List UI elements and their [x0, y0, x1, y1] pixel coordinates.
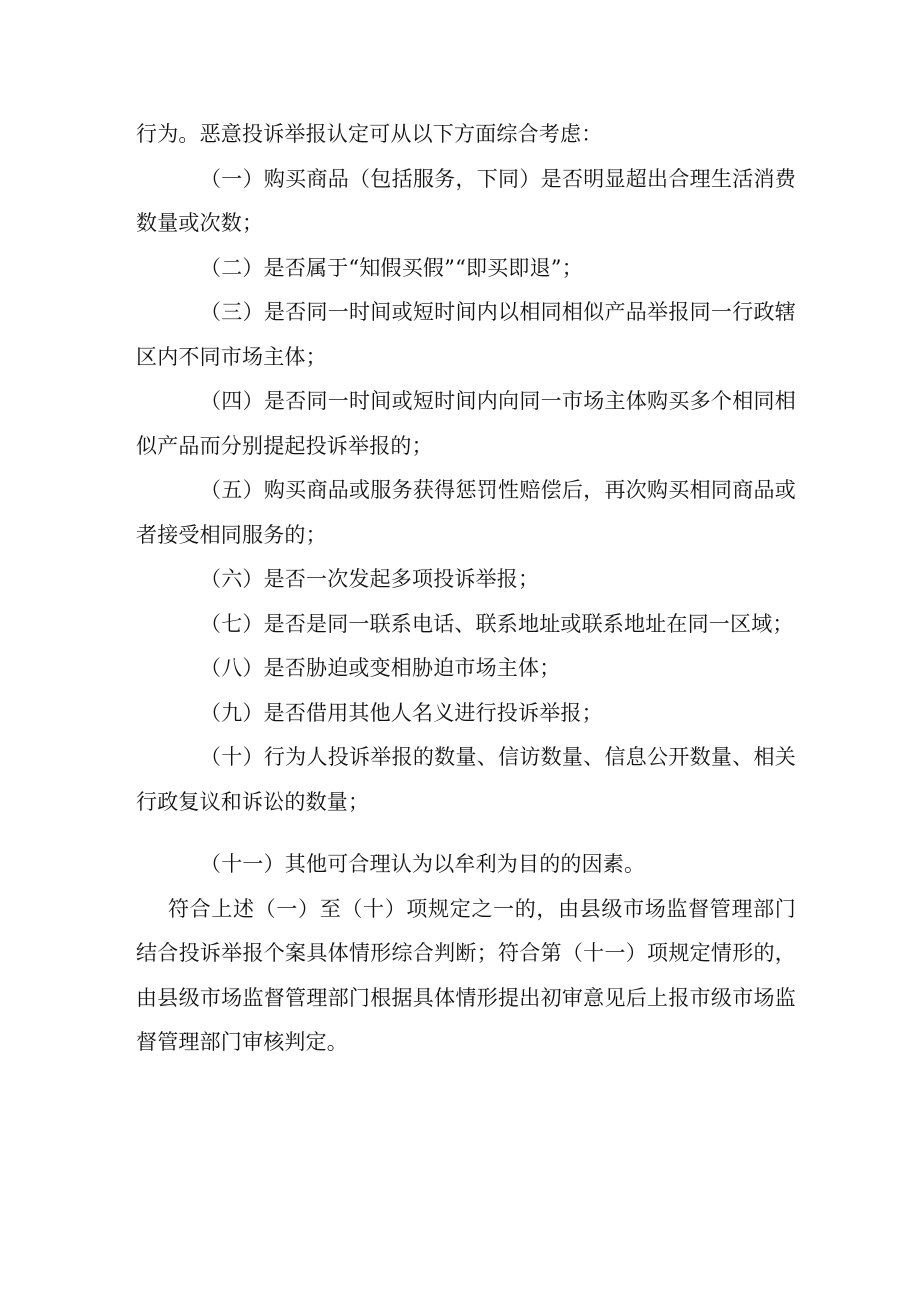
paragraph-item-5: （五）购买商品或服务获得惩罚性赔偿后，再次购买相同商品或者接受相同服务的； — [136, 478, 796, 547]
paragraph-item-6: （六）是否一次发起多项投诉举报； — [200, 567, 540, 591]
paragraph-item-10: （十）行为人投诉举报的数量、信访数量、信息公开数量、相关行政复议和诉讼的数量； — [136, 745, 796, 814]
paragraph-item-2: （二）是否属于“知假买假”“即买即退”； — [200, 255, 583, 280]
paragraph-item-8: （八）是否胁迫或变相胁迫市场主体； — [200, 656, 561, 680]
paragraph-item-9: （九）是否借用其他人名义进行投诉举报； — [200, 700, 603, 725]
paragraph-item-11: （十一）其他可合理认为以牟利为目的的因素。 — [200, 852, 646, 876]
paragraph-item-3: （三）是否同一时间或短时间内以相同相似产品举报同一行政辖区内不同市场主体； — [136, 300, 796, 369]
paragraph-intro: 行为。恶意投诉举报认定可从以下方面综合考虑： — [136, 122, 603, 146]
paragraph-item-4: （四）是否同一时间或短时间内向同一市场主体购买多个相同相似产品而分别提起投诉举报的； — [136, 389, 796, 458]
document-body — [136, 112, 796, 1065]
paragraph-conclusion: 符合上述（一）至（十）项规定之一的，由县级市场监督管理部门结合投诉举报个案具体情形综合判断；符合第（十一）项规定情形的，由县级市场监督管理部门根据具体情形提出初审意见后上报市级市场监督管理部门审核判定。 — [136, 896, 796, 1054]
paragraph-item-1: （一）购买商品（包括服务，下同）是否明显超出合理生活消费数量或次数； — [136, 166, 796, 235]
paragraph-item-7: （七）是否是同一联系电话、联系地址或联系地址在同一区域； — [200, 611, 794, 636]
paragraph-spacer — [136, 824, 796, 842]
